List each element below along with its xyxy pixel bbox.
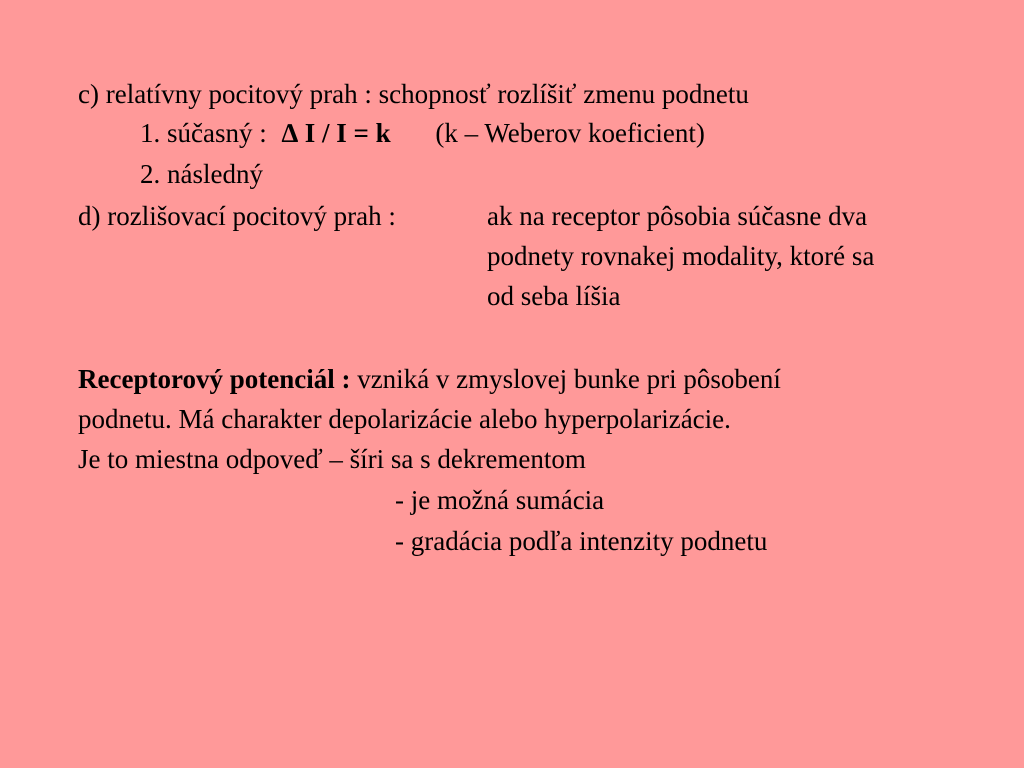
section-d-definition-line-1: ak na receptor pôsobia súčasne dva bbox=[487, 201, 868, 231]
weber-note: (k – Weberov koeficient) bbox=[435, 118, 705, 148]
section-d-definition-line-3: od seba líšia bbox=[487, 281, 621, 311]
receptor-line-2: podnetu. Má charakter depolarizácie alebo hyperpolarizácie. bbox=[78, 404, 731, 434]
receptor-bullet-2: - gradácia podľa intenzity podnetu bbox=[395, 526, 768, 556]
receptor-bullet-1: - je možná sumácia bbox=[395, 485, 605, 515]
section-d-definition-line-2: podnety rovnakej modality, ktoré sa bbox=[487, 241, 875, 271]
receptor-line-1 bbox=[78, 366, 781, 393]
section-c-item-1 bbox=[140, 120, 705, 147]
item-1-label: 1. súčasný : bbox=[140, 118, 267, 148]
receptor-line-3: Je to miestna odpoveď – šíri sa s dekrementom bbox=[78, 444, 586, 474]
section-c-heading: c) relatívny pocitový prah : schopnosť rozlíšiť zmenu podnetu bbox=[78, 79, 749, 109]
weber-formula: ∆ I / I = k bbox=[281, 118, 391, 148]
receptor-term: Receptorový potenciál : bbox=[78, 364, 351, 394]
section-c-item-2: 2. následný bbox=[140, 159, 263, 189]
receptor-line-1-rest: vzniká v zmyslovej bunke pri pôsobení bbox=[357, 364, 781, 394]
section-d-label: d) rozlišovací pocitový prah : bbox=[78, 201, 396, 231]
